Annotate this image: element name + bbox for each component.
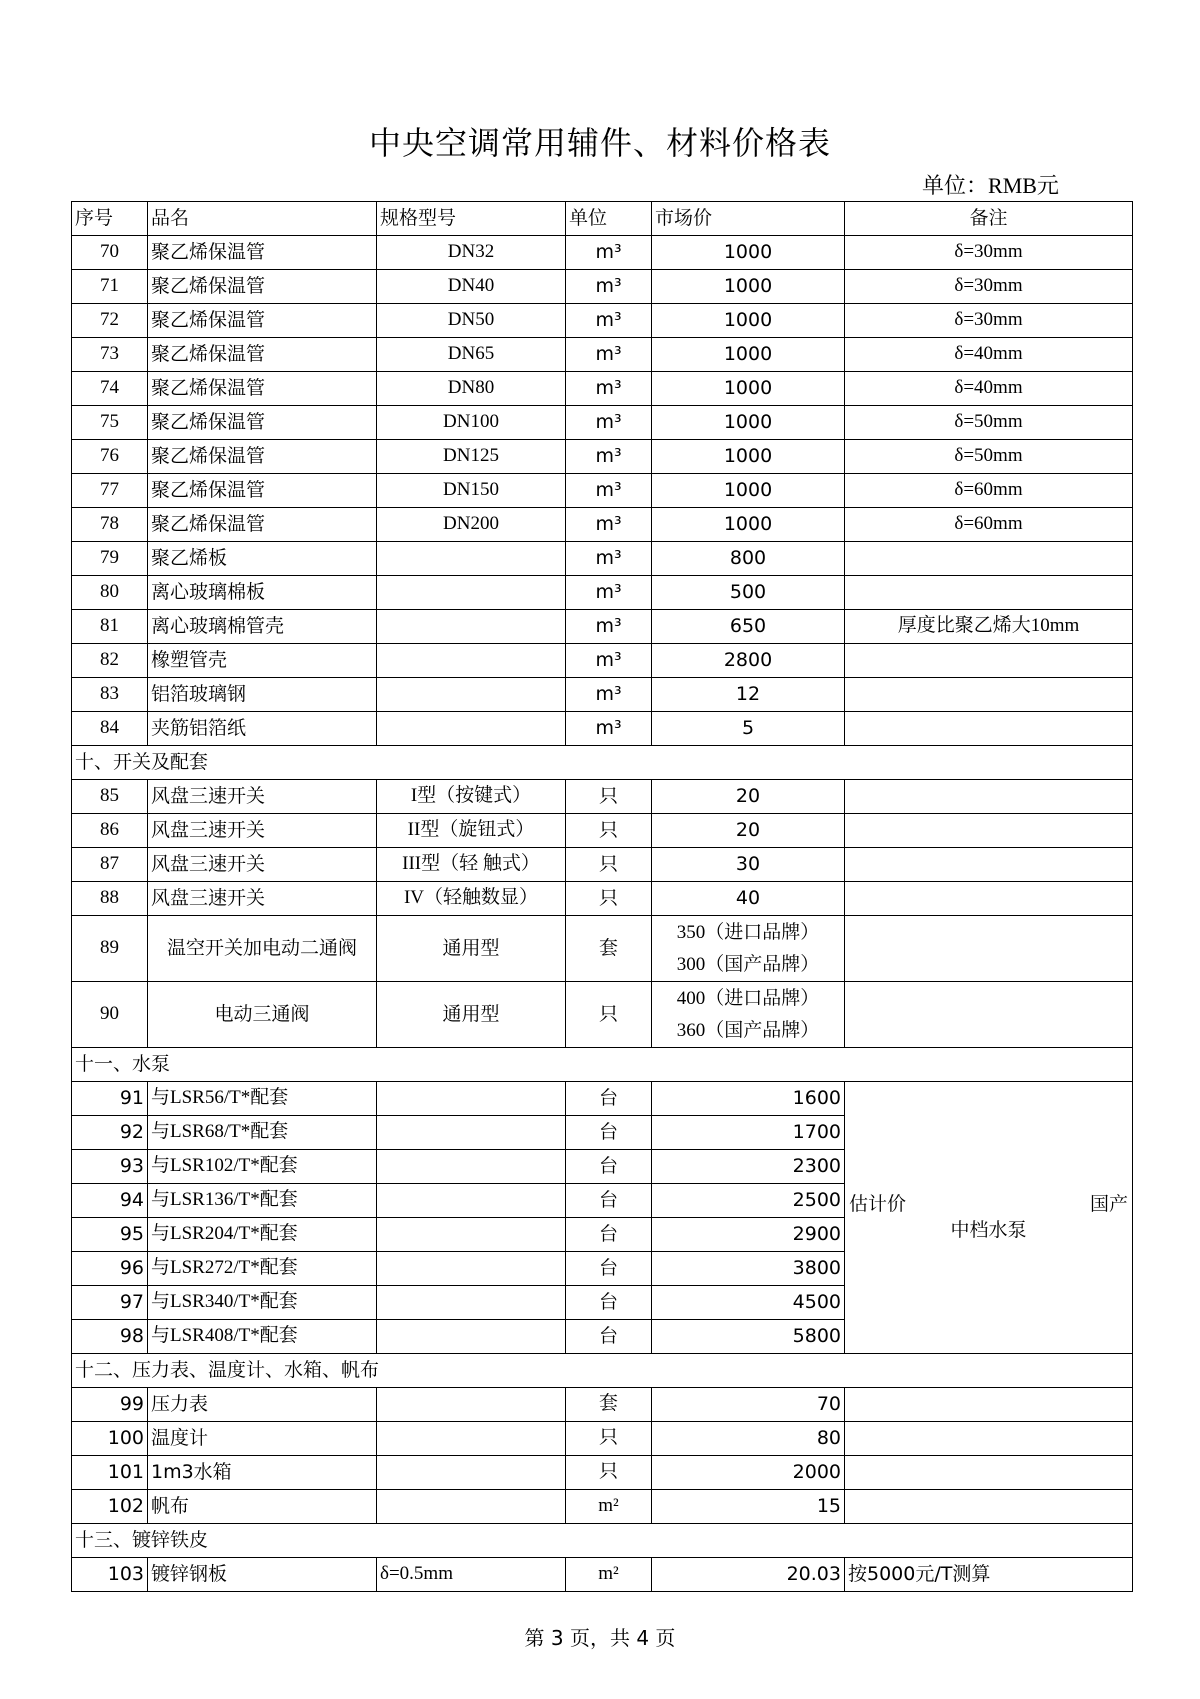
unit-value: RMB元 (988, 173, 1059, 198)
row-no: 95 (72, 1218, 148, 1252)
table-row (72, 542, 1133, 576)
row-price: 800 (652, 542, 845, 576)
row-note (845, 542, 1133, 576)
row-price: 70 (652, 1388, 845, 1422)
table-row (72, 678, 1133, 712)
row-price: 1000 (652, 304, 845, 338)
row-spec: DN32 (377, 236, 566, 270)
row-unit: 套 (566, 916, 652, 982)
row-no: 75 (72, 406, 148, 440)
row-unit: m³ (566, 576, 652, 610)
table-row (72, 848, 1133, 882)
row-no: 99 (72, 1388, 148, 1422)
row-no: 77 (72, 474, 148, 508)
row-no: 92 (72, 1116, 148, 1150)
row-name: 与LSR272/T*配套 (148, 1252, 377, 1286)
row-no: 79 (72, 542, 148, 576)
row-spec (377, 542, 566, 576)
header-spec: 规格型号 (377, 202, 566, 236)
row-note: δ=60mm (845, 508, 1133, 542)
row-note: δ=50mm (845, 440, 1133, 474)
row-name: 聚乙烯保温管 (148, 508, 377, 542)
row-no: 72 (72, 304, 148, 338)
row-price: 4500 (652, 1286, 845, 1320)
row-price: 20.03 (652, 1558, 845, 1592)
row-spec (377, 1286, 566, 1320)
price-domestic: 300（国产品牌） (676, 953, 820, 975)
row-price: 1000 (652, 372, 845, 406)
row-no: 101 (72, 1456, 148, 1490)
section-title: 十、开关及配套 (72, 746, 1133, 780)
row-unit: m³ (566, 644, 652, 678)
row-name: 聚乙烯保温管 (148, 236, 377, 270)
row-name: 橡塑管壳 (148, 644, 377, 678)
row-note: δ=30mm (845, 236, 1133, 270)
row-unit: 套 (566, 1388, 652, 1422)
row-no: 98 (72, 1320, 148, 1354)
row-spec (377, 1490, 566, 1524)
row-unit: m³ (566, 338, 652, 372)
row-spec: II型（旋钮式） (377, 814, 566, 848)
table-row (72, 338, 1133, 372)
row-name: 聚乙烯保温管 (148, 270, 377, 304)
row-unit: m³ (566, 406, 652, 440)
row-note (845, 780, 1133, 814)
row-note: δ=40mm (845, 372, 1133, 406)
row-price: 12 (652, 678, 845, 712)
row-name: 聚乙烯保温管 (148, 304, 377, 338)
row-price: 80 (652, 1422, 845, 1456)
row-price: 3800 (652, 1252, 845, 1286)
row-spec: DN65 (377, 338, 566, 372)
row-name: 帆布 (148, 1490, 377, 1524)
row-price: 2500 (652, 1184, 845, 1218)
row-price (652, 916, 845, 982)
section-title: 十三、镀锌铁皮 (72, 1524, 1133, 1558)
row-spec: 通用型 (377, 982, 566, 1048)
pump-note-left: 估计价 (849, 1193, 907, 1215)
row-no: 86 (72, 814, 148, 848)
row-price: 30 (652, 848, 845, 882)
row-name: 夹筋铝箔纸 (148, 712, 377, 746)
row-unit: m³ (566, 508, 652, 542)
row-note: δ=30mm (845, 304, 1133, 338)
row-note (845, 882, 1133, 916)
table-row (72, 406, 1133, 440)
table-row (72, 1422, 1133, 1456)
row-no: 97 (72, 1286, 148, 1320)
row-price: 1000 (652, 406, 845, 440)
table-row (72, 1456, 1133, 1490)
row-unit: 只 (566, 1456, 652, 1490)
header-price: 市场价 (652, 202, 845, 236)
row-unit: 只 (566, 780, 652, 814)
row-price: 1000 (652, 508, 845, 542)
row-name: 聚乙烯保温管 (148, 406, 377, 440)
row-no: 96 (72, 1252, 148, 1286)
unit-label: 单位： (922, 174, 989, 199)
row-spec (377, 1218, 566, 1252)
table-row (72, 270, 1133, 304)
row-price: 2800 (652, 644, 845, 678)
row-name: 铝箔玻璃钢 (148, 678, 377, 712)
row-price: 20 (652, 780, 845, 814)
row-note (845, 982, 1133, 1048)
row-name: 与LSR408/T*配套 (148, 1320, 377, 1354)
section-row (72, 746, 1133, 780)
header-unit: 单位 (566, 202, 652, 236)
page-title: 中央空调常用辅件、材料价格表 (368, 124, 831, 162)
row-name: 聚乙烯保温管 (148, 372, 377, 406)
row-note (845, 848, 1133, 882)
row-note: δ=40mm (845, 338, 1133, 372)
row-no: 85 (72, 780, 148, 814)
row-unit: 只 (566, 1422, 652, 1456)
row-spec: DN125 (377, 440, 566, 474)
row-name: 聚乙烯保温管 (148, 440, 377, 474)
row-name: 1m3水箱 (148, 1456, 377, 1490)
row-note (845, 814, 1133, 848)
row-no: 89 (72, 916, 148, 982)
row-name: 离心玻璃棉板 (148, 576, 377, 610)
row-unit: m² (566, 1490, 652, 1524)
row-name: 风盘三速开关 (148, 780, 377, 814)
row-unit: m³ (566, 304, 652, 338)
row-spec (377, 1184, 566, 1218)
row-spec: DN80 (377, 372, 566, 406)
row-note (845, 1422, 1133, 1456)
row-note (845, 916, 1133, 982)
table-row-tall (72, 916, 1133, 982)
row-name: 温度计 (148, 1422, 377, 1456)
pump-note-center: 中档水泵 (950, 1219, 1027, 1241)
row-spec (377, 1150, 566, 1184)
row-note: 厚度比聚乙烯大10mm (845, 610, 1133, 644)
row-name: 风盘三速开关 (148, 848, 377, 882)
row-no: 83 (72, 678, 148, 712)
table-row (72, 780, 1133, 814)
row-no: 71 (72, 270, 148, 304)
row-name: 聚乙烯板 (148, 542, 377, 576)
row-no: 102 (72, 1490, 148, 1524)
row-price: 2000 (652, 1456, 845, 1490)
row-name: 与LSR102/T*配套 (148, 1150, 377, 1184)
row-no: 80 (72, 576, 148, 610)
row-no: 103 (72, 1558, 148, 1592)
row-price: 2300 (652, 1150, 845, 1184)
row-note: δ=50mm (845, 406, 1133, 440)
price-imported: 350（进口品牌） (676, 921, 820, 943)
row-no: 90 (72, 982, 148, 1048)
row-name: 电动三通阀 (148, 982, 377, 1048)
row-unit: m³ (566, 712, 652, 746)
row-note: δ=60mm (845, 474, 1133, 508)
page-footer: 第 3 页，共 4 页 (524, 1626, 676, 1650)
table-row (72, 508, 1133, 542)
row-spec (377, 678, 566, 712)
table-row (72, 236, 1133, 270)
row-unit: 台 (566, 1286, 652, 1320)
row-name: 与LSR204/T*配套 (148, 1218, 377, 1252)
table-row (72, 576, 1133, 610)
row-note (845, 1388, 1133, 1422)
table-row (72, 304, 1133, 338)
row-unit: m³ (566, 678, 652, 712)
table-row (72, 1490, 1133, 1524)
row-no: 78 (72, 508, 148, 542)
table-row (72, 644, 1133, 678)
table-row (72, 712, 1133, 746)
row-unit: 台 (566, 1252, 652, 1286)
row-no: 81 (72, 610, 148, 644)
table-row (72, 372, 1133, 406)
row-note (845, 644, 1133, 678)
table-row (72, 474, 1133, 508)
row-price: 40 (652, 882, 845, 916)
price-table (71, 201, 1133, 1592)
row-note (845, 1490, 1133, 1524)
row-unit: 台 (566, 1082, 652, 1116)
row-unit: 只 (566, 848, 652, 882)
price-imported: 400（进口品牌） (676, 987, 820, 1009)
header-note: 备注 (845, 202, 1133, 236)
row-spec: DN100 (377, 406, 566, 440)
row-price: 2900 (652, 1218, 845, 1252)
table-row (72, 440, 1133, 474)
row-price: 5 (652, 712, 845, 746)
row-price: 1600 (652, 1082, 845, 1116)
row-unit: m² (566, 1558, 652, 1592)
row-no: 84 (72, 712, 148, 746)
row-name: 与LSR56/T*配套 (148, 1082, 377, 1116)
table-row (72, 610, 1133, 644)
row-note (845, 576, 1133, 610)
row-no: 73 (72, 338, 148, 372)
row-unit: 台 (566, 1116, 652, 1150)
row-spec (377, 610, 566, 644)
row-unit: m³ (566, 474, 652, 508)
row-unit: 台 (566, 1150, 652, 1184)
row-price: 5800 (652, 1320, 845, 1354)
section-row (72, 1048, 1133, 1082)
price-domestic: 360（国产品牌） (676, 1019, 820, 1041)
row-name: 聚乙烯保温管 (148, 338, 377, 372)
row-no: 70 (72, 236, 148, 270)
row-unit: 台 (566, 1320, 652, 1354)
row-price: 15 (652, 1490, 845, 1524)
row-spec (377, 1456, 566, 1490)
section-title: 十一、水泵 (72, 1048, 1133, 1082)
row-spec: III型（轻 触式） (377, 848, 566, 882)
row-note (845, 712, 1133, 746)
row-name: 离心玻璃棉管壳 (148, 610, 377, 644)
table-row (72, 1082, 1133, 1116)
row-no: 76 (72, 440, 148, 474)
row-name: 风盘三速开关 (148, 882, 377, 916)
table-header-row (72, 202, 1133, 236)
row-price: 1000 (652, 236, 845, 270)
section-row (72, 1524, 1133, 1558)
row-spec (377, 1252, 566, 1286)
row-name: 与LSR340/T*配套 (148, 1286, 377, 1320)
row-no: 87 (72, 848, 148, 882)
row-name: 与LSR136/T*配套 (148, 1184, 377, 1218)
row-no: 93 (72, 1150, 148, 1184)
row-name: 风盘三速开关 (148, 814, 377, 848)
section-title: 十二、压力表、温度计、水箱、帆布 (72, 1354, 1133, 1388)
row-spec (377, 644, 566, 678)
row-price: 1000 (652, 338, 845, 372)
row-unit: 只 (566, 982, 652, 1048)
currency-unit (922, 169, 1059, 200)
row-unit: m³ (566, 372, 652, 406)
row-no: 74 (72, 372, 148, 406)
row-price (652, 982, 845, 1048)
table-row (72, 882, 1133, 916)
section-row (72, 1354, 1133, 1388)
row-name: 温空开关加电动二通阀 (148, 916, 377, 982)
row-spec (377, 1320, 566, 1354)
row-price: 1000 (652, 270, 845, 304)
table-row-tall (72, 982, 1133, 1048)
row-spec (377, 1388, 566, 1422)
row-note (845, 678, 1133, 712)
pump-note-cell (845, 1082, 1133, 1354)
row-no: 94 (72, 1184, 148, 1218)
table-row (72, 814, 1133, 848)
row-unit: m³ (566, 542, 652, 576)
row-unit: m³ (566, 270, 652, 304)
row-price: 1000 (652, 474, 845, 508)
row-no: 82 (72, 644, 148, 678)
row-unit: 台 (566, 1218, 652, 1252)
header-name: 品名 (148, 202, 377, 236)
row-spec (377, 1082, 566, 1116)
row-note: 按5000元/T测算 (845, 1558, 1133, 1592)
row-note: δ=30mm (845, 270, 1133, 304)
row-name: 压力表 (148, 1388, 377, 1422)
row-unit: m³ (566, 610, 652, 644)
row-no: 91 (72, 1082, 148, 1116)
row-spec: δ=0.5mm (377, 1558, 566, 1592)
row-spec (377, 1422, 566, 1456)
row-spec: 通用型 (377, 916, 566, 982)
table-row (72, 1388, 1133, 1422)
row-price: 1700 (652, 1116, 845, 1150)
row-price: 650 (652, 610, 845, 644)
row-no: 100 (72, 1422, 148, 1456)
table-row (72, 1558, 1133, 1592)
row-spec (377, 712, 566, 746)
row-spec: I型（按键式） (377, 780, 566, 814)
row-spec: DN150 (377, 474, 566, 508)
row-spec (377, 1116, 566, 1150)
row-spec: IV（轻触数显） (377, 882, 566, 916)
row-name: 镀锌钢板 (148, 1558, 377, 1592)
row-unit: m³ (566, 440, 652, 474)
row-unit: 台 (566, 1184, 652, 1218)
row-unit: 只 (566, 814, 652, 848)
row-price: 500 (652, 576, 845, 610)
row-spec: DN200 (377, 508, 566, 542)
row-price: 20 (652, 814, 845, 848)
row-name: 聚乙烯保温管 (148, 474, 377, 508)
row-spec: DN50 (377, 304, 566, 338)
row-spec: DN40 (377, 270, 566, 304)
row-unit: m³ (566, 236, 652, 270)
pump-note-right: 国产 (1089, 1193, 1128, 1215)
row-name: 与LSR68/T*配套 (148, 1116, 377, 1150)
row-price: 1000 (652, 440, 845, 474)
row-note (845, 1456, 1133, 1490)
row-spec (377, 576, 566, 610)
row-unit: 只 (566, 882, 652, 916)
row-no: 88 (72, 882, 148, 916)
header-no: 序号 (72, 202, 148, 236)
